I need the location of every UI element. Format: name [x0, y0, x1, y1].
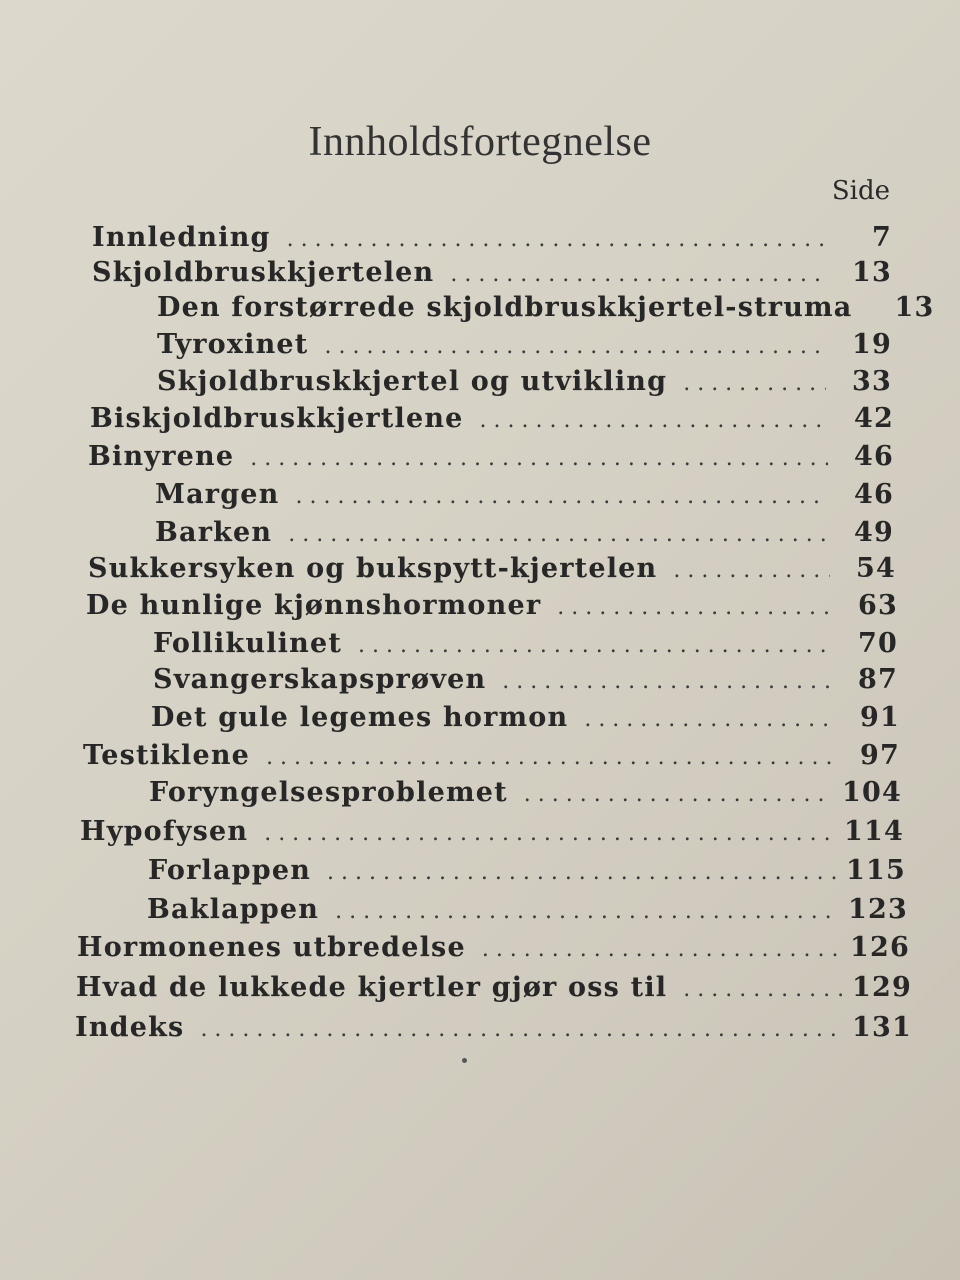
- print-mark: [462, 1058, 467, 1063]
- toc-entry-page: 114: [844, 816, 904, 847]
- toc-entry-label: Baklappen: [147, 894, 320, 925]
- toc-entry: [157, 329, 892, 365]
- toc-entry-page: 33: [852, 366, 892, 397]
- toc-entry-page: 129: [852, 972, 912, 1003]
- dot-leader: [288, 522, 828, 547]
- toc-entry-label: Det gule legemes hormon: [151, 702, 569, 733]
- toc-entry-label: Tyroxinet: [157, 329, 309, 360]
- dot-leader: [557, 595, 832, 620]
- toc-entry-page: 126: [850, 932, 910, 963]
- dot-leader: [327, 860, 836, 885]
- toc-entry-label: Skjoldbruskkjertelen: [92, 257, 435, 288]
- dot-leader: [335, 899, 838, 924]
- dot-leader: [450, 262, 826, 287]
- dot-leader: [584, 707, 834, 732]
- toc-entry: [92, 257, 892, 293]
- dot-leader: [358, 633, 832, 658]
- toc-entry-label: Indeks: [75, 1012, 185, 1043]
- toc-entry-label: Den forstørrede skjoldbruskkjertel-struma: [157, 292, 853, 323]
- toc-entry: [75, 1012, 912, 1048]
- dot-leader: [264, 821, 834, 846]
- dot-leader: [502, 669, 832, 694]
- dot-leader: [266, 745, 834, 770]
- toc-entry-label: Biskjoldbruskkjertlene: [90, 403, 464, 434]
- toc-entry: [157, 366, 892, 402]
- dot-leader: [683, 977, 842, 1002]
- toc-entry-page: 49: [854, 517, 894, 548]
- toc-entry-page: 63: [858, 590, 898, 621]
- toc-entry-label: Follikulinet: [153, 628, 343, 659]
- toc-entry-page: 42: [854, 403, 894, 434]
- toc-entry-label: Hormonenes utbredelse: [77, 932, 466, 963]
- toc-entry-label: Testiklene: [83, 740, 251, 771]
- toc-entry-label: Barken: [155, 517, 273, 548]
- toc-entry: [83, 740, 900, 776]
- toc-entry-label: De hunlige kjønnshormoner: [86, 590, 542, 621]
- toc-entry-page: 46: [854, 479, 894, 510]
- dot-leader: [673, 558, 830, 583]
- toc-entry: [147, 894, 908, 930]
- toc-entry-label: Foryngelsesproblemet: [149, 777, 508, 808]
- toc-entry-page: 123: [848, 894, 908, 925]
- toc-entry: [92, 222, 892, 258]
- toc-entry-label: Margen: [155, 479, 280, 510]
- dot-leader: [683, 371, 826, 396]
- toc-entry: [77, 932, 910, 968]
- toc-entry-page: 91: [860, 702, 900, 733]
- toc-entry-page: 19: [852, 329, 892, 360]
- dot-leader: [200, 1017, 842, 1042]
- page-title: Innholdsfortegnelse: [308, 119, 652, 165]
- toc-entry: [90, 403, 894, 439]
- toc-entry: [149, 777, 902, 813]
- dot-leader: [524, 782, 832, 807]
- toc-entry-label: Svangerskapsprøven: [153, 664, 487, 695]
- toc-entry-label: Innledning: [92, 222, 271, 253]
- toc-entry-label: Sukkersyken og bukspytt-kjertelen: [88, 553, 658, 584]
- toc-entry: [80, 816, 904, 852]
- toc-entry: [76, 972, 912, 1008]
- toc-entry: [151, 702, 900, 738]
- toc-entry-page: 115: [846, 855, 906, 886]
- toc-entry: [155, 479, 894, 515]
- toc-entry-label: Forlappen: [148, 855, 312, 886]
- dot-leader: [296, 484, 829, 509]
- toc-entry-page: 7: [872, 222, 892, 253]
- dot-leader: [250, 446, 828, 471]
- toc-entry-label: Skjoldbruskkjertel og utvikling: [157, 366, 668, 397]
- dot-leader: [324, 334, 826, 359]
- dot-leader: [480, 408, 828, 433]
- toc-entry: [86, 590, 898, 626]
- dot-leader: [287, 227, 826, 252]
- toc-entry-label: Hypofysen: [80, 816, 249, 847]
- toc-entry: [155, 517, 894, 553]
- toc-entry: [153, 664, 898, 700]
- toc-entry-page: 104: [842, 777, 902, 808]
- toc-entry: [88, 553, 896, 589]
- toc-entry-page: 97: [860, 740, 900, 771]
- toc-entry-label: Binyrene: [88, 441, 235, 472]
- toc-entry-label: Hvad de lukkede kjertler gjør oss til: [76, 972, 668, 1003]
- toc-entry-page: 70: [858, 628, 898, 659]
- toc-entry-page: 54: [856, 553, 896, 584]
- dot-leader: [482, 937, 840, 962]
- toc-entry-page: 46: [854, 441, 894, 472]
- toc-entry-page: 131: [852, 1012, 912, 1043]
- toc-entry-page: 13: [894, 292, 935, 323]
- toc-entry: [153, 628, 898, 664]
- toc-entry: [157, 292, 935, 328]
- toc-entry-page: 13: [852, 257, 892, 288]
- side-column-header: Side: [831, 176, 890, 206]
- toc-entry: [88, 441, 894, 477]
- toc-entry: [148, 855, 906, 891]
- toc-entry-page: 87: [858, 664, 898, 695]
